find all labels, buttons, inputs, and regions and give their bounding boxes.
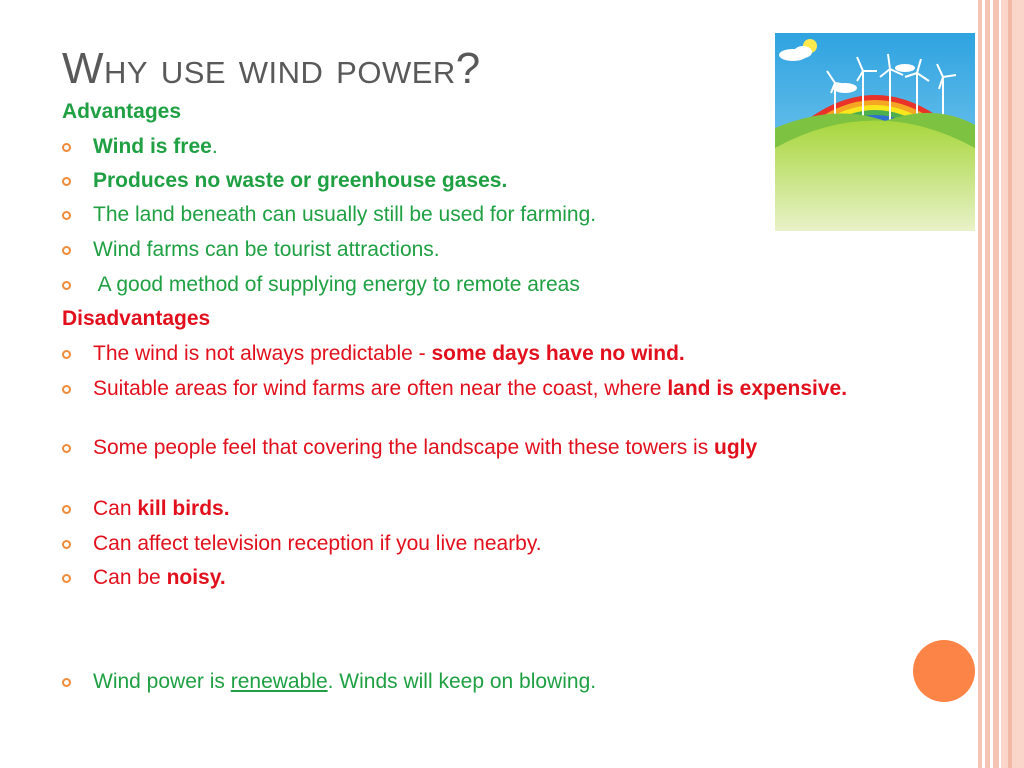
- bullet-icon: [62, 505, 71, 514]
- bullet-text-bold: kill birds.: [137, 497, 230, 520]
- bullet-text: Suitable areas for wind farms are often near the coast, where: [93, 377, 668, 400]
- list-item: [62, 565, 862, 590]
- decor-circle: [913, 640, 975, 702]
- list-item: [62, 341, 862, 366]
- decor-stripe: [978, 0, 982, 768]
- bullet-text: Wind power is: [93, 670, 231, 693]
- bullet-icon: [62, 177, 71, 186]
- bullet-icon: [62, 678, 71, 687]
- bullet-text-bold: Wind is free: [93, 135, 212, 158]
- list-item: [62, 134, 862, 159]
- bullet-text-bold: noisy.: [166, 566, 226, 589]
- bullet-icon: [62, 211, 71, 220]
- list-item: [62, 202, 862, 227]
- bullet-icon: [62, 385, 71, 394]
- bullet-text-bold: Produces no waste or greenhouse gases.: [93, 169, 508, 192]
- bullet-text: A good method of supplying energy to remote areas: [93, 273, 580, 296]
- bullet-icon: [62, 574, 71, 583]
- decor-stripe: [1008, 0, 1012, 768]
- list-item: [62, 272, 862, 297]
- bullet-text-bold: some days have no wind.: [431, 342, 685, 365]
- bullet-icon: [62, 281, 71, 290]
- list-item: [62, 496, 862, 521]
- bullet-text: Can: [93, 497, 138, 520]
- list-item: [62, 435, 862, 460]
- bullet-icon: [62, 444, 71, 453]
- renewable-text: renewable: [230, 670, 328, 693]
- decor-stripe: [993, 0, 999, 768]
- bullet-text: Wind farms can be tourist attractions.: [93, 238, 440, 261]
- bullet-text-bold: land is expensive.: [667, 377, 848, 400]
- decor-stripe: [1001, 0, 1024, 768]
- bullet-text: Some people feel that covering the landscape with these towers is: [93, 436, 715, 459]
- list-item: [62, 669, 862, 694]
- list-item: [62, 376, 862, 401]
- slide-title: Why use wind power?: [62, 44, 481, 93]
- bullet-text: Can be: [93, 566, 167, 589]
- decor-stripe: [985, 0, 990, 768]
- bullet-text: The land beneath can usually still be used for farming.: [93, 203, 597, 226]
- list-item: [62, 237, 862, 262]
- bullet-text: . Winds will keep on blowing.: [327, 670, 597, 693]
- bullet-text: The wind is not always predictable -: [93, 342, 432, 365]
- advantages-heading: Advantages: [62, 100, 182, 123]
- bullet-icon: [62, 246, 71, 255]
- bullet-icon: [62, 540, 71, 549]
- bullet-icon: [62, 143, 71, 152]
- bullet-text: Can affect television reception if you live nearby.: [93, 532, 542, 555]
- bullet-icon: [62, 350, 71, 359]
- disadvantages-heading: Disadvantages: [62, 307, 211, 330]
- list-item: [62, 168, 862, 193]
- list-item: [62, 531, 862, 556]
- bullet-text: .: [211, 135, 218, 158]
- bullet-text-bold: ugly: [714, 436, 758, 459]
